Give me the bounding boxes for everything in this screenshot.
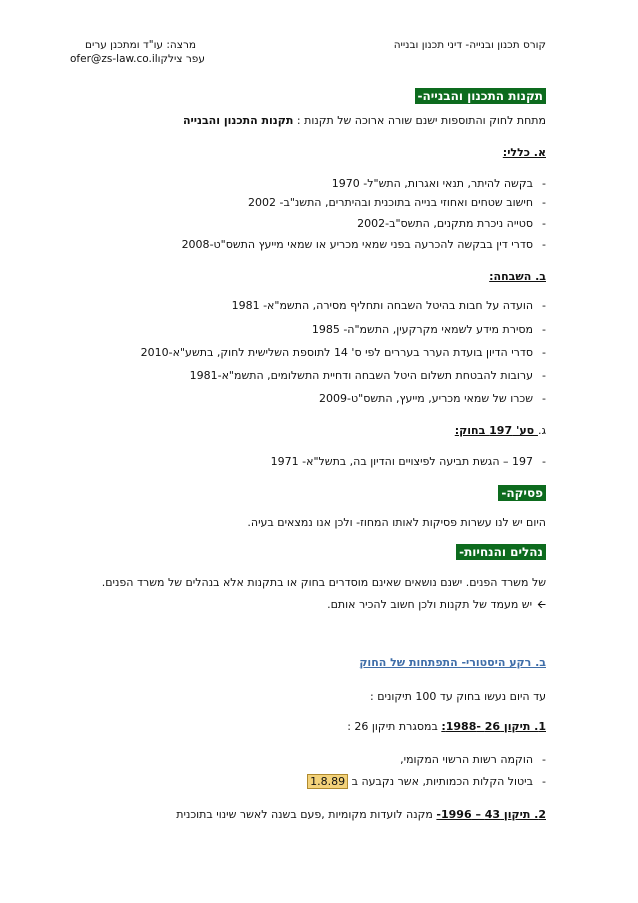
list-item: -הוקמה רשות הרשוי המקומי, (400, 753, 546, 766)
course-title: קורס תכנון ובנייה- דיני תכנון ובנייה (393, 39, 546, 51)
list-item: -197 – הגשת תביעה לפיצויים והדיון בה, בתשל"א- 1971 (270, 455, 546, 468)
list-item: -ערובות להבטחת תשלום היטל השבחה ודחיית התשלומים, התשמ"א-1981 (189, 369, 546, 382)
lecturer-name: עפר צילקו (157, 53, 205, 65)
contact-line (70, 52, 205, 66)
ruling-text: היום יש לנו עשרות פסיקות לאותו המחוז- ולכן אנו נמצאים בעיה. (247, 516, 546, 529)
list-item: -סדרי הדיון בועדת הערר בעררים לפי ס' 14 לתוספת השלישית לחוק, בתשע"א-2010 (140, 346, 546, 359)
date-highlight: 1.8.89 (307, 774, 348, 789)
list-item: -חישוב שטחים ואחוזי בנייה בתוכנית ובהיתרים, התשנ"ב- 2002 (248, 196, 546, 209)
procedures-note: 🡨יש מעמד של תקנות ולכן חשוב להכיר אותם. (327, 598, 546, 611)
history-intro: עד היום נעשו בחוק עד 100 תיקונים : (370, 690, 546, 703)
list-item: -סטייה ניכרת מתקנים, התשס"ב-2002 (357, 217, 546, 230)
list-item: -סדרי דין בבקשה להכרעה בפני שמאי מכריע או שמאי מייעץ התשס"ט-2008 (181, 238, 546, 251)
procedures-text: של משרד הפנים. ישנם נושאים שאינם מוסדרים בחוק או בתקנות אלא בנהלים של משרד הפנים. (101, 576, 546, 589)
s197-heading: ג. סע' 197 בחוק: (454, 424, 546, 437)
levy-heading: ב. השבחה: (489, 270, 546, 283)
amendment-26: 1. תיקון 26 -1988: במסגרת תיקון 26 : (347, 720, 546, 733)
amendment-43: 2. תיקון 43 – 1996- מקנה לועדות מקומיות ,פעם בשנה לאשר שינוי בתוכנית (176, 808, 546, 821)
regs-intro: מתחת לחוק והתוספות ישנם שורה ארוכה של תקנות : תקנות התכנון והבנייה (182, 114, 546, 127)
history-heading: ב. רקע היסטורי- התפתחות של החוק (359, 656, 546, 669)
regs-heading: תקנות התכנון והבנייה- (415, 89, 546, 104)
list-item: -ביטול הקלות הכמותיות, אשר נקבעה ב 1.8.89 (307, 775, 546, 789)
list-item: -הועדה על חבות בהיטל השבחה ותחליף מסירה, התשמ"א- 1981 (231, 299, 546, 312)
procedures-heading: נהלים והנחיות- (456, 545, 546, 560)
list-item: -בקשה להיתר, תנאי ואגרות, התש"ל- 1970 (331, 177, 546, 190)
list-item: -שכרו של שמאי מכריע, מייעץ, התשס"ט-2009 (319, 392, 546, 405)
general-heading: א. כללי: (502, 146, 546, 159)
lecturer-line: מרצה: עו"ד ומתכנן ערים (85, 39, 197, 51)
email: ofer@zs-law.co.il (70, 53, 158, 65)
ruling-heading: פסיקה- (498, 486, 546, 501)
list-item: -מסירת מידע לשמאי מקרקעין, התשמ"ה- 1985 (311, 323, 546, 336)
arrow-left-icon: 🡨 (537, 598, 546, 611)
